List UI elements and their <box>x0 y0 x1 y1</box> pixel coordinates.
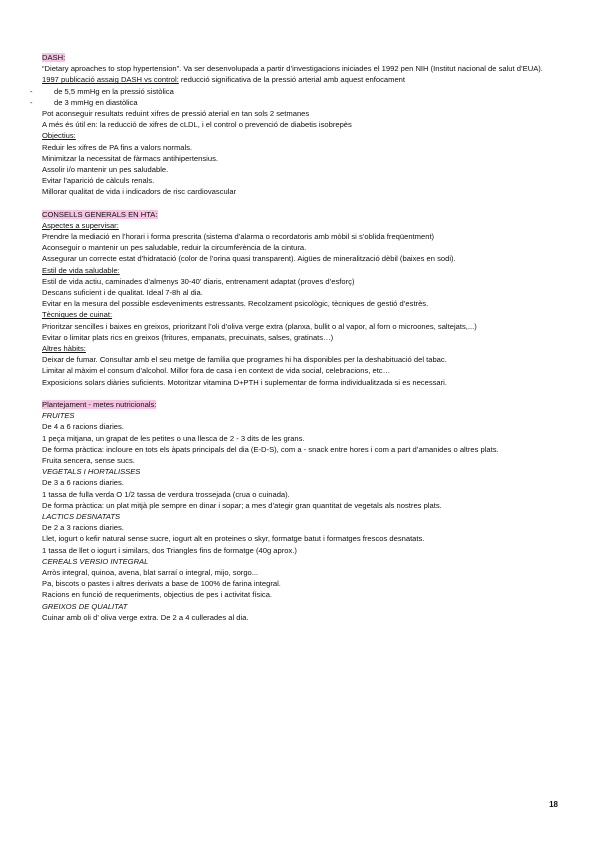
consells-heading-line <box>42 209 560 220</box>
section-line: Cuinar amb oli d’ oliva verge extra. De 2 a 4 cullerades al dia. <box>42 612 249 622</box>
dash-result: Pot aconseguir resultats reduint xifres de pressió aterial en tan sols 2 setmanes <box>42 109 310 119</box>
habits-heading-line <box>42 343 560 354</box>
dash-intro: “Dietary aproaches to stop hypertension”. Va ser desenvolupada a partir d’investigacions iniciades el 1992 pen NIH (Institut nacional de salut d’EUA). <box>42 64 543 74</box>
bullet-dash: - <box>30 86 33 96</box>
habit-item: Deixar de fumar. Consultar amb el seu metge de família que programes hi ha disponibles per la deshabituació del tabac. <box>42 355 447 365</box>
section-title: CEREALS VERSIO INTEGRAL <box>42 556 149 566</box>
bullet-text: de 5,5 mmHg en la pressió sistòlica <box>54 86 174 96</box>
cooking-item: Evitar o limitar plats rics en greixos (fritures, empanats, precuinats, salses, gratinats…) <box>42 332 334 342</box>
section-line: De 4 a 6 racions diaries. <box>42 422 124 432</box>
dash-result: A més és útil en: la reducció de xifres de cLDL, i el control o prevenció de diabetis isobrepès <box>42 120 352 130</box>
objectives-heading-line <box>42 130 560 141</box>
section-line: De 2 a 3 racions diaries. <box>42 523 124 533</box>
lifestyle-heading-line <box>42 265 560 276</box>
section-line: De forma pràctica: un plat mitjà ple sempre en dinar i sopar; a mes d’ategir gran quantitat de vegetals als nostres plats. <box>42 500 442 510</box>
supervise-item: Assegurar un correcte estat d’hidratació (color de l’orina quasi transparent). Aigües de mineralització dèbil (baixes en sodi). <box>42 254 456 264</box>
section-line: De forma pràctica: incloure en tots els àpats principals del dia (E-D-S), com a - snack entre hores i com a part d’amanides o altres plats. <box>42 444 499 454</box>
objective-item: Millorar qualitat de vida i indicadors de risc cardiovascular <box>42 187 237 197</box>
cooking-heading: Tècniques de cuinat: <box>42 310 113 320</box>
supervise-heading: Aspectes a supervisar: <box>42 220 119 230</box>
dash-bullet <box>30 97 560 108</box>
section-line: De 3 a 6 racions diaries. <box>42 478 124 488</box>
dash-bullet <box>30 86 560 97</box>
section-line: Pa, biscots o pastes i altres derivats a base de 100% de farina integral. <box>42 579 281 589</box>
section-line: Arròs integral, quinoa, avena, blat sarraí o integral, mijo, sorgo... <box>42 567 259 577</box>
section-title: GREIXOS DE QUALITAT <box>42 601 128 611</box>
dash-study-text: reducció significativa de la pressió arterial amb aquest enfocament <box>178 75 406 85</box>
objective-item: Reduir les xifres de PA fins a valors normals. <box>42 142 193 152</box>
lifestyle-item: Descans suficient i de qualitat. Ideal 7-8h al dia. <box>42 288 203 298</box>
objective-item: Assolir i/o mantenir un pes saludable. <box>42 165 169 175</box>
section-line: 1 tassa de llet o iogurt i similars, dos Triangles fins de formatge (40g aprox.) <box>42 545 297 555</box>
supervise-item: Aconseguir o mantenir un pes saludable, reduir la circumferència de la cintura. <box>42 243 307 253</box>
section-line: 1 peça mitjana, un grapat de les petites o una llesca de 2 - 3 dits de les grans. <box>42 433 305 443</box>
cooking-heading-line <box>42 309 560 320</box>
section-line: Fruita sencera, sense sucs. <box>42 455 135 465</box>
dash-heading: DASH: <box>42 53 66 62</box>
cooking-item: Prioritzar sencilles i baixes en greixos, prioritzant l’oli d’oliva verge extra (planxa, bullit o al vapor, al forn o microones, saltejats,...) <box>42 321 477 331</box>
section-title: VEGETALS I HORTALISSES <box>42 467 141 477</box>
section-line: Racions en funció de requeriments, objectius de pes i activitat física. <box>42 590 273 600</box>
plantejament-heading-line <box>42 399 560 410</box>
section-title: LACTICS DESNATATS <box>42 511 121 521</box>
consells-heading: CONSELLS GENERALS EN HTA: <box>42 209 158 219</box>
plantejament-heading: Plantejament - metes nutricionals: <box>42 399 157 409</box>
section-line: Llet, iogurt o kefir natural sense sucre, iogurt alt en proteines o skyr, formatge batut i formatges frescos desnatats. <box>42 534 425 544</box>
objectives-heading: Objectius: <box>42 131 76 141</box>
objective-item: Evitar l’aparició de càlculs renals. <box>42 176 155 186</box>
bullet-dash: - <box>30 97 33 107</box>
dash-heading-line <box>42 52 560 63</box>
dash-study-line <box>42 74 560 85</box>
habits-heading: Altres hàbits: <box>42 344 86 354</box>
lifestyle-item: Estil de vida actiu, caminades d’almenys 30-40’ diaris, entrenament adaptat (proves d’esforç) <box>42 276 355 286</box>
habit-item: Limitar al màxim el consum d’alcohol. Millor fora de casa i en context de vida social, celebracions, etc… <box>42 366 391 376</box>
bullet-text: de 3 mmHg en diastòlica <box>54 97 138 107</box>
lifestyle-heading: Estil de vida saludable: <box>42 265 120 275</box>
dash-study-label: 1997 publicació assaig DASH vs control: <box>42 75 179 85</box>
page-number: 18 <box>549 800 558 809</box>
section-line: 1 tassa de fulla verda O 1/2 tassa de verdura trossejada (crua o cuinada). <box>42 489 290 499</box>
document-page <box>30 52 560 623</box>
supervise-heading-line <box>42 220 560 231</box>
supervise-item: Prendre la mediació en l’horari i forma prescrita (sistema d’alarma o recordatoris amb mòbil si s’oblida freqüentment) <box>42 232 435 242</box>
lifestyle-item: Evitar en la mesura del possible esdeveniments estressants. Recolzament psicològic, tècniques de gestió d’estrès. <box>42 299 429 309</box>
section-title: FRUITES <box>42 411 75 421</box>
objective-item: Minimitzar la necessitat de fàrmacs antihipertensius. <box>42 153 218 163</box>
habit-item: Exposicions solars diàries suficients. Motoritzar vitamina D+PTH i suplementar de forma individualitzada si es necessari. <box>42 377 447 387</box>
